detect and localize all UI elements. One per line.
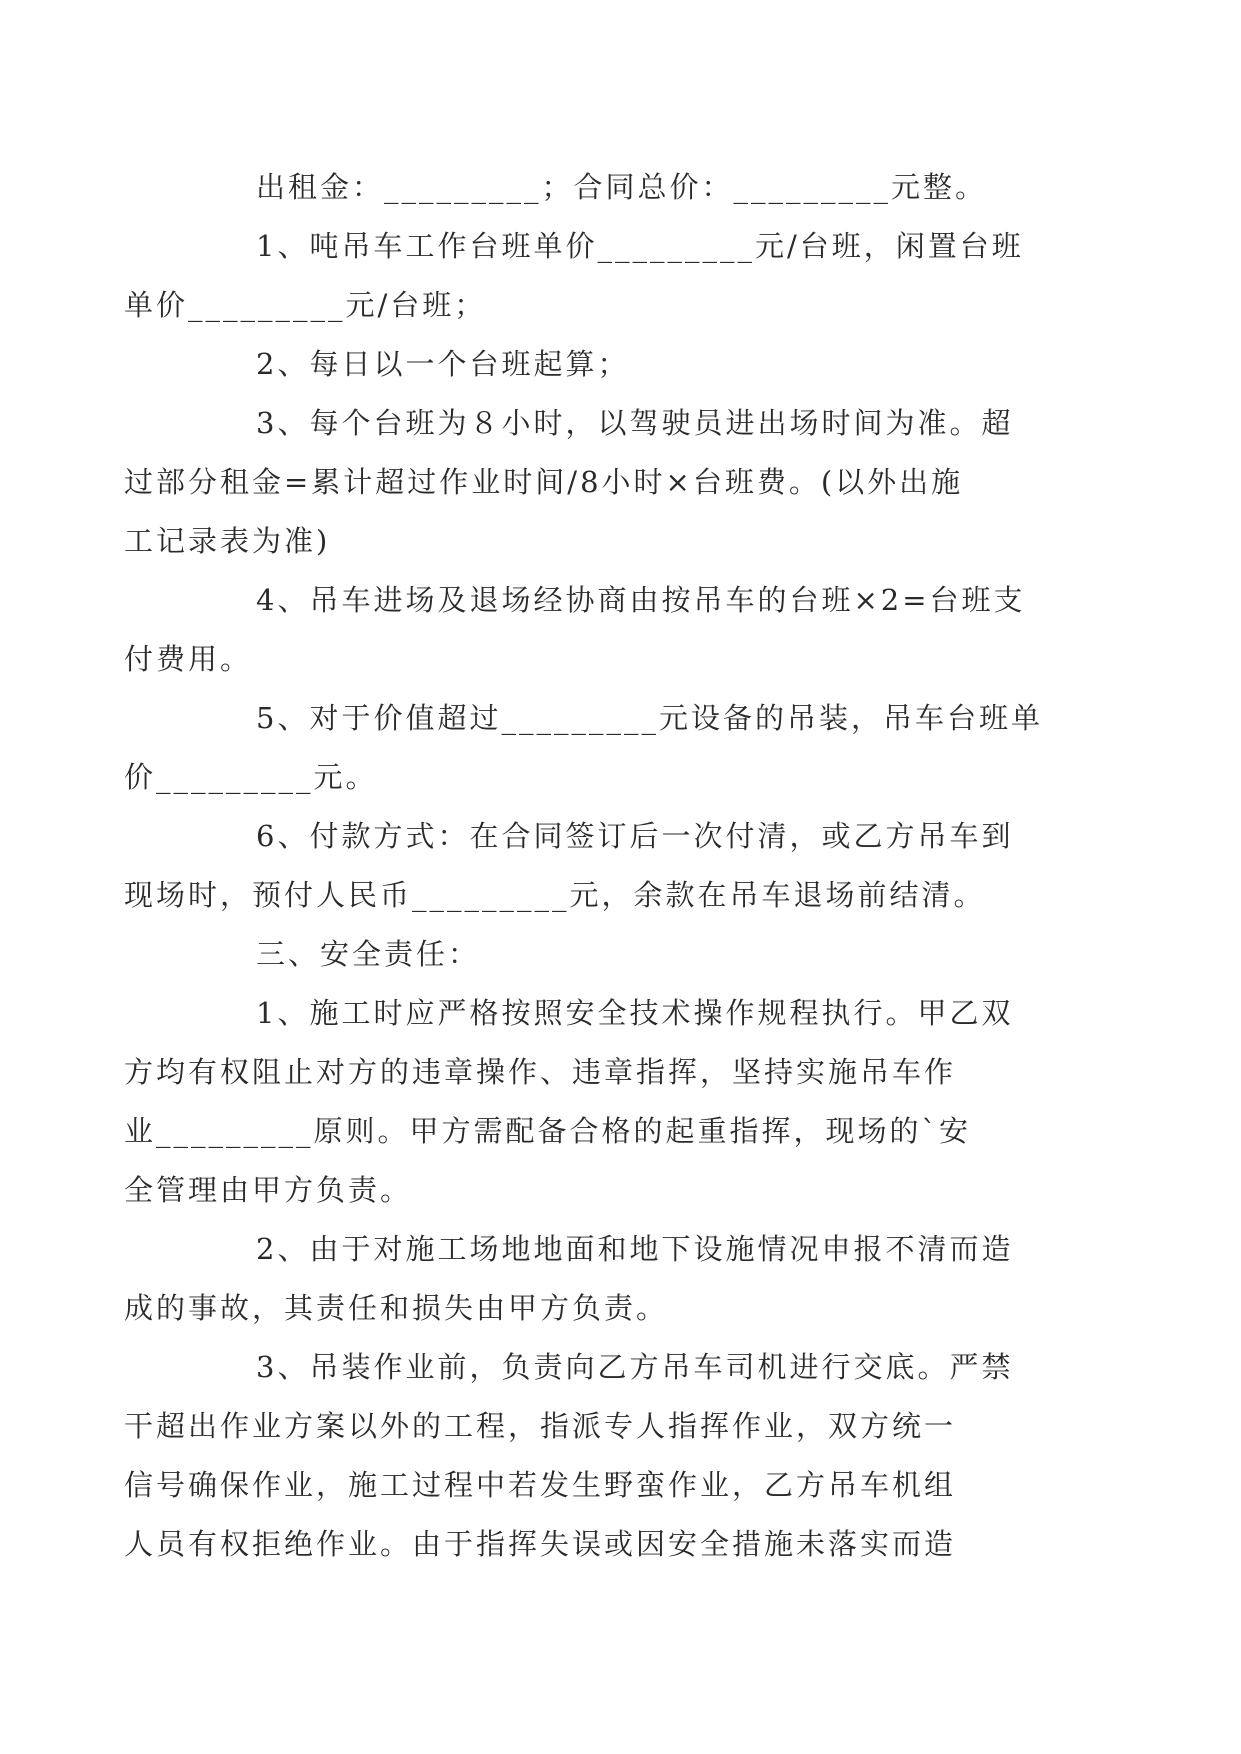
paragraph-safety-1 xyxy=(124,984,1070,1220)
text-line: 3、每个台班为８小时，以驾驶员进出场时间为准。超 xyxy=(256,406,1014,440)
text-line: 2、由于对施工场地地面和地下设施情况申报不清而造 xyxy=(256,1232,1014,1266)
paragraph-safety-2 xyxy=(124,1220,1070,1338)
text-line: 人员有权拒绝作业。由于指挥失误或因安全措施未落实而造 xyxy=(124,1527,957,1561)
text-line: 过部分租金=累计超过作业时间/8小时×台班费。(以外出施 xyxy=(124,465,964,499)
text-line: 6、付款方式：在合同签订后一次付清，或乙方吊车到 xyxy=(256,819,1014,853)
text-line: 4、吊车进场及退场经协商由按吊车的台班×2=台班支 xyxy=(256,583,1026,617)
section-heading: 三、安全责任： xyxy=(256,937,481,971)
text-line: 出租金：_________；合同总价：_________元整。 xyxy=(256,170,988,204)
text-line: 3、吊装作业前，负责向乙方吊车司机进行交底。严禁 xyxy=(256,1350,1014,1384)
text-line: 2、每日以一个台班起算； xyxy=(256,347,630,381)
text-line: 1、吨吊车工作台班单价_________元/台班，闲置台班 xyxy=(256,229,1024,263)
text-line: 方均有权阻止对方的违章操作、违章指挥，坚持实施吊车作 xyxy=(124,1055,957,1089)
contract-body xyxy=(124,158,1070,1574)
text-line: 业_________原则。甲方需配备合格的起重指挥，现场的`安 xyxy=(124,1114,972,1148)
text-line: 价_________元。 xyxy=(124,760,378,794)
paragraph-item-1 xyxy=(124,217,1070,335)
section-heading-safety xyxy=(190,925,1070,984)
text-line: 现场时，预付人民币_________元，余款在吊车退场前结清。 xyxy=(124,878,986,912)
paragraph-item-5 xyxy=(124,689,1070,807)
paragraph-item-3 xyxy=(124,394,1070,571)
text-line: 5、对于价值超过_________元设备的吊装，吊车台班单 xyxy=(256,701,1043,735)
text-line: 单价_________元/台班； xyxy=(124,288,487,322)
paragraph-rent-total xyxy=(190,158,1070,217)
text-line: 全管理由甲方负责。 xyxy=(124,1173,413,1207)
text-line: 工记录表为准) xyxy=(124,524,331,558)
text-line: 成的事故，其责任和损失由甲方负责。 xyxy=(124,1291,669,1325)
text-line: 信号确保作业，施工过程中若发生野蛮作业，乙方吊车机组 xyxy=(124,1468,957,1502)
paragraph-item-2 xyxy=(190,335,1070,394)
text-line: 付费用。 xyxy=(124,642,253,676)
paragraph-safety-3 xyxy=(124,1338,1070,1574)
text-line: 1、施工时应严格按照安全技术操作规程执行。甲乙双 xyxy=(256,996,1014,1030)
paragraph-item-4 xyxy=(124,571,1070,689)
paragraph-item-6 xyxy=(124,807,1070,925)
text-line: 干超出作业方案以外的工程，指派专人指挥作业，双方统一 xyxy=(124,1409,957,1443)
